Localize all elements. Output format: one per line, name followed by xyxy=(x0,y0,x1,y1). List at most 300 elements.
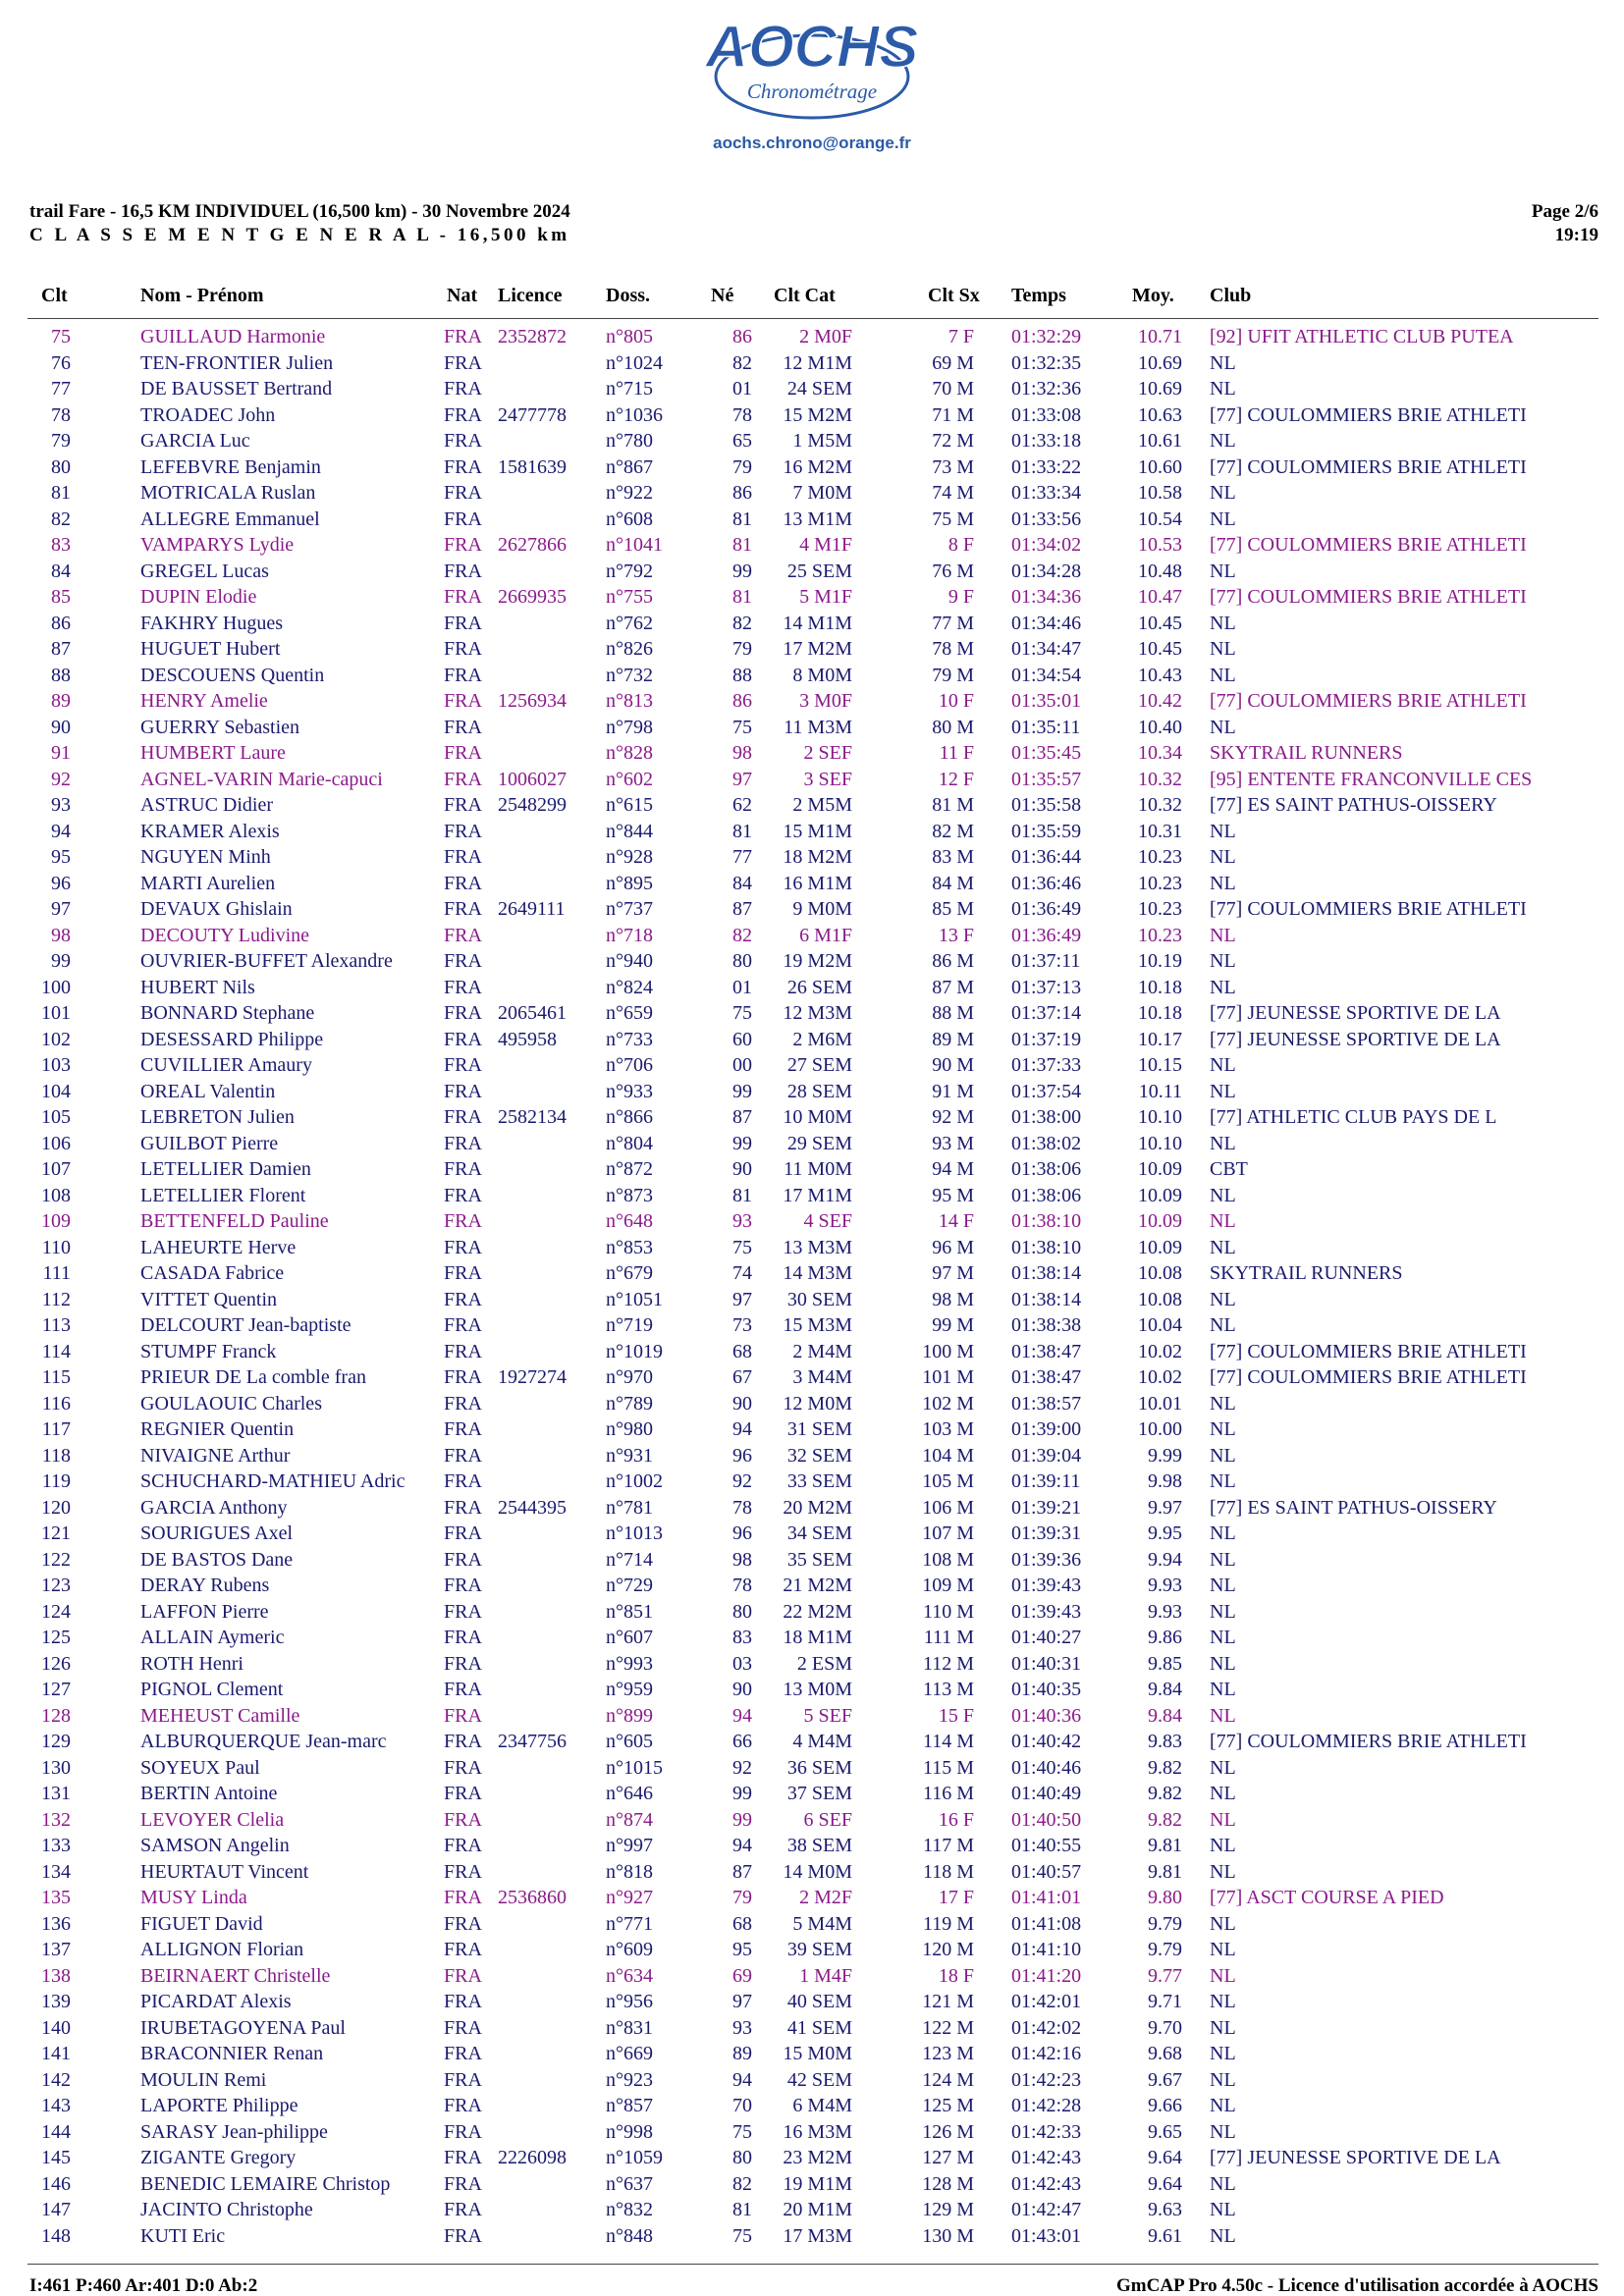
time-cell: 01:40:27 xyxy=(1011,1627,1082,1648)
gender-rank-cell: 75 M xyxy=(932,507,974,530)
gender-rank-cell: 79 M xyxy=(932,664,974,686)
nationality-cell: FRA xyxy=(444,326,482,347)
gender-rank-cell: 74 M xyxy=(932,482,974,504)
gender-rank-cell: 126 M xyxy=(922,2120,974,2143)
category-rank-cell: 2 M0F xyxy=(799,326,852,347)
table-row xyxy=(0,1807,1624,1834)
name-cell: DESCOUENS Quentin xyxy=(140,664,325,686)
nationality-cell: FRA xyxy=(444,482,482,504)
name-cell: KUTI Eric xyxy=(140,2224,226,2247)
table-row xyxy=(0,559,1624,585)
licence-cell: 495958 xyxy=(498,1028,557,1050)
table-row xyxy=(0,2197,1624,2223)
table-row xyxy=(0,1885,1624,1911)
table-row xyxy=(0,1859,1624,1886)
rank-cell: 95 xyxy=(51,846,71,868)
name-cell: VITTET Quentin xyxy=(140,1288,278,1310)
bib-cell: n°608 xyxy=(606,507,653,530)
name-cell: TEN-FRONTIER Julien xyxy=(140,351,334,374)
page-info xyxy=(1532,200,1598,247)
birth-year-cell: 93 xyxy=(732,1210,752,1232)
time-cell: 01:36:49 xyxy=(1011,924,1082,946)
bib-cell: n°648 xyxy=(606,1210,653,1232)
table-row xyxy=(0,767,1624,793)
gender-rank-cell: 14 F xyxy=(938,1210,974,1232)
rank-cell: 93 xyxy=(51,794,71,816)
time-cell: 01:41:08 xyxy=(1011,1912,1082,1935)
table-row xyxy=(0,896,1624,923)
club-cell: NL xyxy=(1210,2120,1236,2143)
bib-cell: n°1024 xyxy=(606,351,663,374)
rank-cell: 75 xyxy=(51,326,71,347)
nationality-cell: FRA xyxy=(444,1679,482,1700)
nationality-cell: FRA xyxy=(444,898,482,920)
rank-cell: 94 xyxy=(51,820,71,842)
rank-cell: 141 xyxy=(41,2043,71,2064)
header-doss: Doss. xyxy=(606,285,651,306)
category-rank-cell: 3 SEF xyxy=(803,768,852,790)
speed-cell: 9.70 xyxy=(1148,2016,1182,2039)
club-cell: NL xyxy=(1210,950,1236,972)
time-cell: 01:39:04 xyxy=(1011,1444,1082,1467)
time-cell: 01:35:45 xyxy=(1011,742,1082,764)
speed-cell: 10.15 xyxy=(1138,1054,1182,1076)
name-cell: GUILBOT Pierre xyxy=(140,1132,279,1154)
birth-year-cell: 94 xyxy=(732,1418,752,1440)
rank-cell: 135 xyxy=(41,1887,71,1908)
club-cell: [77] JEUNESSE SPORTIVE DE LA xyxy=(1210,1002,1501,1024)
table-row xyxy=(0,350,1624,377)
rank-cell: 114 xyxy=(41,1340,71,1362)
bib-cell: n°1051 xyxy=(606,1288,663,1310)
rank-cell: 116 xyxy=(41,1392,71,1415)
birth-year-cell: 96 xyxy=(732,1522,752,1544)
nationality-cell: FRA xyxy=(444,1262,482,1284)
club-cell: NL xyxy=(1210,1808,1236,1831)
birth-year-cell: 81 xyxy=(732,534,752,556)
speed-cell: 9.61 xyxy=(1148,2224,1182,2247)
rank-cell: 103 xyxy=(41,1054,71,1076)
footer-stats: I:461 P:460 Ar:401 D:0 Ab:2 xyxy=(29,2275,258,2296)
club-cell: NL xyxy=(1210,430,1236,452)
rank-cell: 144 xyxy=(41,2120,71,2143)
table-row xyxy=(0,1391,1624,1417)
table-row xyxy=(0,1703,1624,1730)
header-temps: Temps xyxy=(1011,285,1066,306)
time-cell: 01:33:34 xyxy=(1011,482,1082,504)
speed-cell: 10.54 xyxy=(1138,507,1182,530)
gender-rank-cell: 103 M xyxy=(922,1418,974,1440)
time-cell: 01:33:56 xyxy=(1011,507,1082,530)
club-cell: SKYTRAIL RUNNERS xyxy=(1210,1262,1403,1284)
bib-cell: n°706 xyxy=(606,1054,653,1076)
results-table xyxy=(0,324,1624,2249)
name-cell: LETELLIER Damien xyxy=(140,1158,311,1180)
speed-cell: 10.08 xyxy=(1138,1288,1182,1310)
name-cell: REGNIER Quentin xyxy=(140,1418,295,1440)
club-cell: NL xyxy=(1210,846,1236,868)
bib-cell: n°805 xyxy=(606,326,653,347)
bib-cell: n°771 xyxy=(606,1912,653,1935)
gender-rank-cell: 129 M xyxy=(922,2199,974,2220)
birth-year-cell: 75 xyxy=(732,1002,752,1024)
nationality-cell: FRA xyxy=(444,1210,482,1232)
time-cell: 01:39:36 xyxy=(1011,1548,1082,1571)
birth-year-cell: 99 xyxy=(732,1132,752,1154)
time-cell: 01:43:01 xyxy=(1011,2224,1082,2247)
table-row xyxy=(0,1364,1624,1391)
birth-year-cell: 81 xyxy=(732,1184,752,1206)
speed-cell: 10.48 xyxy=(1138,560,1182,582)
name-cell: PIGNOL Clement xyxy=(140,1679,284,1700)
nationality-cell: FRA xyxy=(444,403,482,426)
header-name: Nom - Prénom xyxy=(140,285,264,306)
name-cell: LAPORTE Philippe xyxy=(140,2095,298,2116)
nationality-cell: FRA xyxy=(444,1912,482,1935)
rank-cell: 90 xyxy=(51,716,71,738)
name-cell: FAKHRY Hugues xyxy=(140,612,284,634)
table-row xyxy=(0,1573,1624,1599)
name-cell: VAMPARYS Lydie xyxy=(140,534,295,556)
birth-year-cell: 99 xyxy=(732,1783,752,1804)
rank-cell: 143 xyxy=(41,2095,71,2116)
gender-rank-cell: 72 M xyxy=(932,430,974,452)
nationality-cell: FRA xyxy=(444,1522,482,1544)
speed-cell: 10.09 xyxy=(1138,1236,1182,1258)
gender-rank-cell: 130 M xyxy=(922,2224,974,2247)
bib-cell: n°813 xyxy=(606,690,653,712)
time-cell: 01:41:10 xyxy=(1011,1939,1082,1960)
rank-cell: 119 xyxy=(41,1470,71,1492)
birth-year-cell: 82 xyxy=(732,612,752,634)
speed-cell: 9.64 xyxy=(1148,2147,1182,2168)
category-rank-cell: 6 M4M xyxy=(792,2095,852,2116)
name-cell: LAHEURTE Herve xyxy=(140,1236,297,1258)
rank-cell: 106 xyxy=(41,1132,71,1154)
gender-rank-cell: 9 F xyxy=(947,586,974,608)
table-row xyxy=(0,1911,1624,1938)
gender-rank-cell: 71 M xyxy=(932,403,974,426)
nationality-cell: FRA xyxy=(444,1002,482,1024)
speed-cell: 10.11 xyxy=(1138,1080,1182,1102)
name-cell: BRACONNIER Renan xyxy=(140,2043,324,2064)
name-cell: FIGUET David xyxy=(140,1912,263,1935)
rank-cell: 122 xyxy=(41,1548,71,1571)
speed-cell: 9.98 xyxy=(1148,1470,1182,1492)
time-cell: 01:32:35 xyxy=(1011,351,1082,374)
rank-cell: 126 xyxy=(41,1652,71,1675)
category-rank-cell: 13 M1M xyxy=(783,507,852,530)
speed-cell: 10.00 xyxy=(1138,1418,1182,1440)
rank-cell: 97 xyxy=(51,898,71,920)
bib-cell: n°844 xyxy=(606,820,653,842)
birth-year-cell: 81 xyxy=(732,507,752,530)
club-cell: NL xyxy=(1210,482,1236,504)
name-cell: DEVAUX Ghislain xyxy=(140,898,293,920)
name-cell: ASTRUC Didier xyxy=(140,794,273,816)
gender-rank-cell: 95 M xyxy=(932,1184,974,1206)
name-cell: DESESSARD Philippe xyxy=(140,1028,324,1050)
category-rank-cell: 16 M3M xyxy=(783,2120,852,2143)
club-cell: NL xyxy=(1210,1392,1236,1415)
table-row xyxy=(0,1651,1624,1678)
gender-rank-cell: 127 M xyxy=(922,2147,974,2168)
club-cell: NL xyxy=(1210,378,1236,400)
rank-cell: 134 xyxy=(41,1860,71,1883)
table-row xyxy=(0,2171,1624,2198)
nationality-cell: FRA xyxy=(444,1964,482,1987)
time-cell: 01:42:28 xyxy=(1011,2095,1082,2116)
category-rank-cell: 5 SEF xyxy=(803,1704,852,1727)
speed-cell: 9.81 xyxy=(1148,1860,1182,1883)
rank-cell: 123 xyxy=(41,1575,71,1596)
category-rank-cell: 33 SEM xyxy=(786,1470,852,1492)
gender-rank-cell: 16 F xyxy=(938,1808,974,1831)
name-cell: NGUYEN Minh xyxy=(140,846,271,868)
table-row xyxy=(0,1183,1624,1209)
speed-cell: 10.09 xyxy=(1138,1210,1182,1232)
category-rank-cell: 20 M2M xyxy=(783,1496,852,1519)
licence-cell: 2582134 xyxy=(498,1106,567,1128)
gender-rank-cell: 128 M xyxy=(922,2172,974,2195)
nationality-cell: FRA xyxy=(444,2120,482,2143)
rank-cell: 109 xyxy=(41,1210,71,1232)
gender-rank-cell: 121 M xyxy=(922,1991,974,2012)
time-cell: 01:42:02 xyxy=(1011,2016,1082,2039)
aochs-logo xyxy=(699,8,925,155)
gender-rank-cell: 94 M xyxy=(932,1158,974,1180)
club-cell: NL xyxy=(1210,2016,1236,2039)
rank-cell: 133 xyxy=(41,1835,71,1856)
category-rank-cell: 6 M1F xyxy=(799,924,852,946)
table-row xyxy=(0,1677,1624,1703)
rank-cell: 107 xyxy=(41,1158,71,1180)
club-cell: [77] COULOMMIERS BRIE ATHLETI xyxy=(1210,1366,1527,1388)
name-cell: ROTH Henri xyxy=(140,1652,244,1675)
table-row xyxy=(0,923,1624,949)
category-rank-cell: 15 M1M xyxy=(783,820,852,842)
nationality-cell: FRA xyxy=(444,507,482,530)
time-cell: 01:36:49 xyxy=(1011,898,1082,920)
category-rank-cell: 15 M2M xyxy=(783,403,852,426)
nationality-cell: FRA xyxy=(444,455,482,478)
category-rank-cell: 14 M3M xyxy=(783,1262,852,1284)
bib-cell: n°1019 xyxy=(606,1340,663,1362)
club-cell: [77] JEUNESSE SPORTIVE DE LA xyxy=(1210,2147,1501,2168)
rank-cell: 147 xyxy=(41,2199,71,2220)
nationality-cell: FRA xyxy=(444,820,482,842)
time-cell: 01:39:11 xyxy=(1011,1470,1081,1492)
time-cell: 01:39:43 xyxy=(1011,1600,1082,1623)
birth-year-cell: 75 xyxy=(732,2120,752,2143)
birth-year-cell: 80 xyxy=(732,950,752,972)
nationality-cell: FRA xyxy=(444,1106,482,1128)
birth-year-cell: 01 xyxy=(732,378,752,400)
club-cell: NL xyxy=(1210,560,1236,582)
time-cell: 01:42:01 xyxy=(1011,1991,1082,2012)
category-rank-cell: 38 SEM xyxy=(786,1835,852,1856)
gender-rank-cell: 125 M xyxy=(922,2095,974,2116)
birth-year-cell: 03 xyxy=(732,1652,752,1675)
time-cell: 01:38:57 xyxy=(1011,1392,1082,1415)
bib-cell: n°755 xyxy=(606,586,653,608)
name-cell: GUERRY Sebastien xyxy=(140,716,300,738)
time-cell: 01:38:00 xyxy=(1011,1106,1082,1128)
speed-cell: 9.82 xyxy=(1148,1783,1182,1804)
bib-cell: n°998 xyxy=(606,2120,653,2143)
speed-cell: 10.23 xyxy=(1138,872,1182,894)
table-row xyxy=(0,480,1624,507)
bib-cell: n°605 xyxy=(606,1731,653,1752)
category-rank-cell: 31 SEM xyxy=(786,1418,852,1440)
bib-cell: n°922 xyxy=(606,482,653,504)
bib-cell: n°866 xyxy=(606,1106,653,1128)
club-cell: NL xyxy=(1210,1964,1236,1987)
rank-cell: 138 xyxy=(41,1964,71,1987)
gender-rank-cell: 10 F xyxy=(938,690,974,712)
time-cell: 01:39:31 xyxy=(1011,1522,1082,1544)
name-cell: PRIEUR DE La comble fran xyxy=(140,1366,366,1388)
name-cell: HEURTAUT Vincent xyxy=(140,1860,309,1883)
name-cell: LAFFON Pierre xyxy=(140,1600,269,1623)
time-cell: 01:37:19 xyxy=(1011,1028,1082,1050)
licence-cell: 2627866 xyxy=(498,534,567,556)
speed-cell: 10.10 xyxy=(1138,1106,1182,1128)
table-row xyxy=(0,1599,1624,1626)
time-cell: 01:32:36 xyxy=(1011,378,1082,400)
bib-cell: n°874 xyxy=(606,1808,653,1831)
rank-cell: 136 xyxy=(41,1912,71,1935)
name-cell: LEBRETON Julien xyxy=(140,1106,295,1128)
gender-rank-cell: 112 M xyxy=(922,1652,974,1675)
category-rank-cell: 3 M0F xyxy=(799,690,852,712)
bib-cell: n°737 xyxy=(606,898,653,920)
footer-rule xyxy=(27,2264,1598,2265)
gender-rank-cell: 101 M xyxy=(922,1366,974,1388)
name-cell: NIVAIGNE Arthur xyxy=(140,1444,291,1467)
name-cell: DE BAUSSET Bertrand xyxy=(140,378,333,400)
category-rank-cell: 37 SEM xyxy=(786,1783,852,1804)
name-cell: MARTI Aurelien xyxy=(140,872,276,894)
gender-rank-cell: 89 M xyxy=(932,1028,974,1050)
time-cell: 01:33:18 xyxy=(1011,430,1082,452)
header-club: Club xyxy=(1210,285,1252,306)
table-row xyxy=(0,1755,1624,1782)
rank-cell: 121 xyxy=(41,1522,71,1544)
gender-rank-cell: 70 M xyxy=(932,378,974,400)
bib-cell: n°928 xyxy=(606,846,653,868)
speed-cell: 9.66 xyxy=(1148,2095,1182,2116)
name-cell: IRUBETAGOYENA Paul xyxy=(140,2016,346,2039)
gender-rank-cell: 124 M xyxy=(922,2068,974,2091)
club-cell: [95] ENTENTE FRANCONVILLE CES xyxy=(1210,768,1533,790)
category-rank-cell: 13 M0M xyxy=(783,1679,852,1700)
birth-year-cell: 01 xyxy=(732,976,752,998)
birth-year-cell: 78 xyxy=(732,1575,752,1596)
category-rank-cell: 28 SEM xyxy=(786,1080,852,1102)
nationality-cell: FRA xyxy=(444,768,482,790)
category-rank-cell: 20 M1M xyxy=(783,2199,852,2220)
rank-cell: 92 xyxy=(51,768,71,790)
bib-cell: n°762 xyxy=(606,612,653,634)
name-cell: PICARDAT Alexis xyxy=(140,1991,292,2012)
category-rank-cell: 8 M0M xyxy=(792,664,852,686)
bib-cell: n°718 xyxy=(606,924,653,946)
category-rank-cell: 11 M0M xyxy=(784,1158,852,1180)
rank-cell: 127 xyxy=(41,1679,71,1700)
nationality-cell: FRA xyxy=(444,1860,482,1883)
club-cell: NL xyxy=(1210,924,1236,946)
birth-year-cell: 87 xyxy=(732,1106,752,1128)
birth-year-cell: 68 xyxy=(732,1912,752,1935)
category-rank-cell: 5 M4M xyxy=(792,1912,852,1935)
time-cell: 01:42:33 xyxy=(1011,2120,1082,2143)
speed-cell: 9.84 xyxy=(1148,1704,1182,1727)
speed-cell: 9.94 xyxy=(1148,1548,1182,1571)
nationality-cell: FRA xyxy=(444,1340,482,1362)
birth-year-cell: 82 xyxy=(732,2172,752,2195)
table-row xyxy=(0,1104,1624,1131)
birth-year-cell: 65 xyxy=(732,430,752,452)
category-rank-cell: 6 SEF xyxy=(803,1808,852,1831)
speed-cell: 9.67 xyxy=(1148,2068,1182,2091)
table-row xyxy=(0,663,1624,689)
nationality-cell: FRA xyxy=(444,534,482,556)
time-cell: 01:42:23 xyxy=(1011,2068,1082,2091)
speed-cell: 9.97 xyxy=(1148,1496,1182,1519)
table-row xyxy=(0,975,1624,1001)
name-cell: HENRY Amelie xyxy=(140,690,268,712)
time-cell: 01:35:11 xyxy=(1011,716,1081,738)
nationality-cell: FRA xyxy=(444,1366,482,1388)
birth-year-cell: 78 xyxy=(732,1496,752,1519)
club-cell: NL xyxy=(1210,1704,1236,1727)
name-cell: BERTIN Antoine xyxy=(140,1783,278,1804)
speed-cell: 9.80 xyxy=(1148,1887,1182,1908)
nationality-cell: FRA xyxy=(444,950,482,972)
bib-cell: n°851 xyxy=(606,1600,653,1623)
speed-cell: 9.81 xyxy=(1148,1835,1182,1856)
name-cell: CUVILLIER Amaury xyxy=(140,1054,312,1076)
name-cell: LEVOYER Clelia xyxy=(140,1808,285,1831)
nationality-cell: FRA xyxy=(444,690,482,712)
birth-year-cell: 93 xyxy=(732,2016,752,2039)
table-row xyxy=(0,1625,1624,1651)
report-header xyxy=(29,200,570,247)
time-cell: 01:37:33 xyxy=(1011,1054,1082,1076)
header-licence: Licence xyxy=(498,285,563,306)
name-cell: SAMSON Angelin xyxy=(140,1835,290,1856)
time-cell: 01:38:38 xyxy=(1011,1314,1082,1336)
bib-cell: n°780 xyxy=(606,430,653,452)
time-cell: 01:41:20 xyxy=(1011,1964,1082,1987)
club-cell: NL xyxy=(1210,2172,1236,2195)
birth-year-cell: 98 xyxy=(732,742,752,764)
category-rank-cell: 12 M3M xyxy=(783,1002,852,1024)
bib-cell: n°867 xyxy=(606,455,653,478)
gender-rank-cell: 113 M xyxy=(922,1679,974,1700)
gender-rank-cell: 117 M xyxy=(922,1835,974,1856)
name-cell: TROADEC John xyxy=(140,403,276,426)
bib-cell: n°899 xyxy=(606,1704,653,1727)
time-cell: 01:38:47 xyxy=(1011,1366,1082,1388)
bib-cell: n°792 xyxy=(606,560,653,582)
bib-cell: n°895 xyxy=(606,872,653,894)
club-cell: NL xyxy=(1210,1184,1236,1206)
rank-cell: 113 xyxy=(41,1314,71,1336)
time-cell: 01:40:57 xyxy=(1011,1860,1082,1883)
speed-cell: 10.61 xyxy=(1138,430,1182,452)
